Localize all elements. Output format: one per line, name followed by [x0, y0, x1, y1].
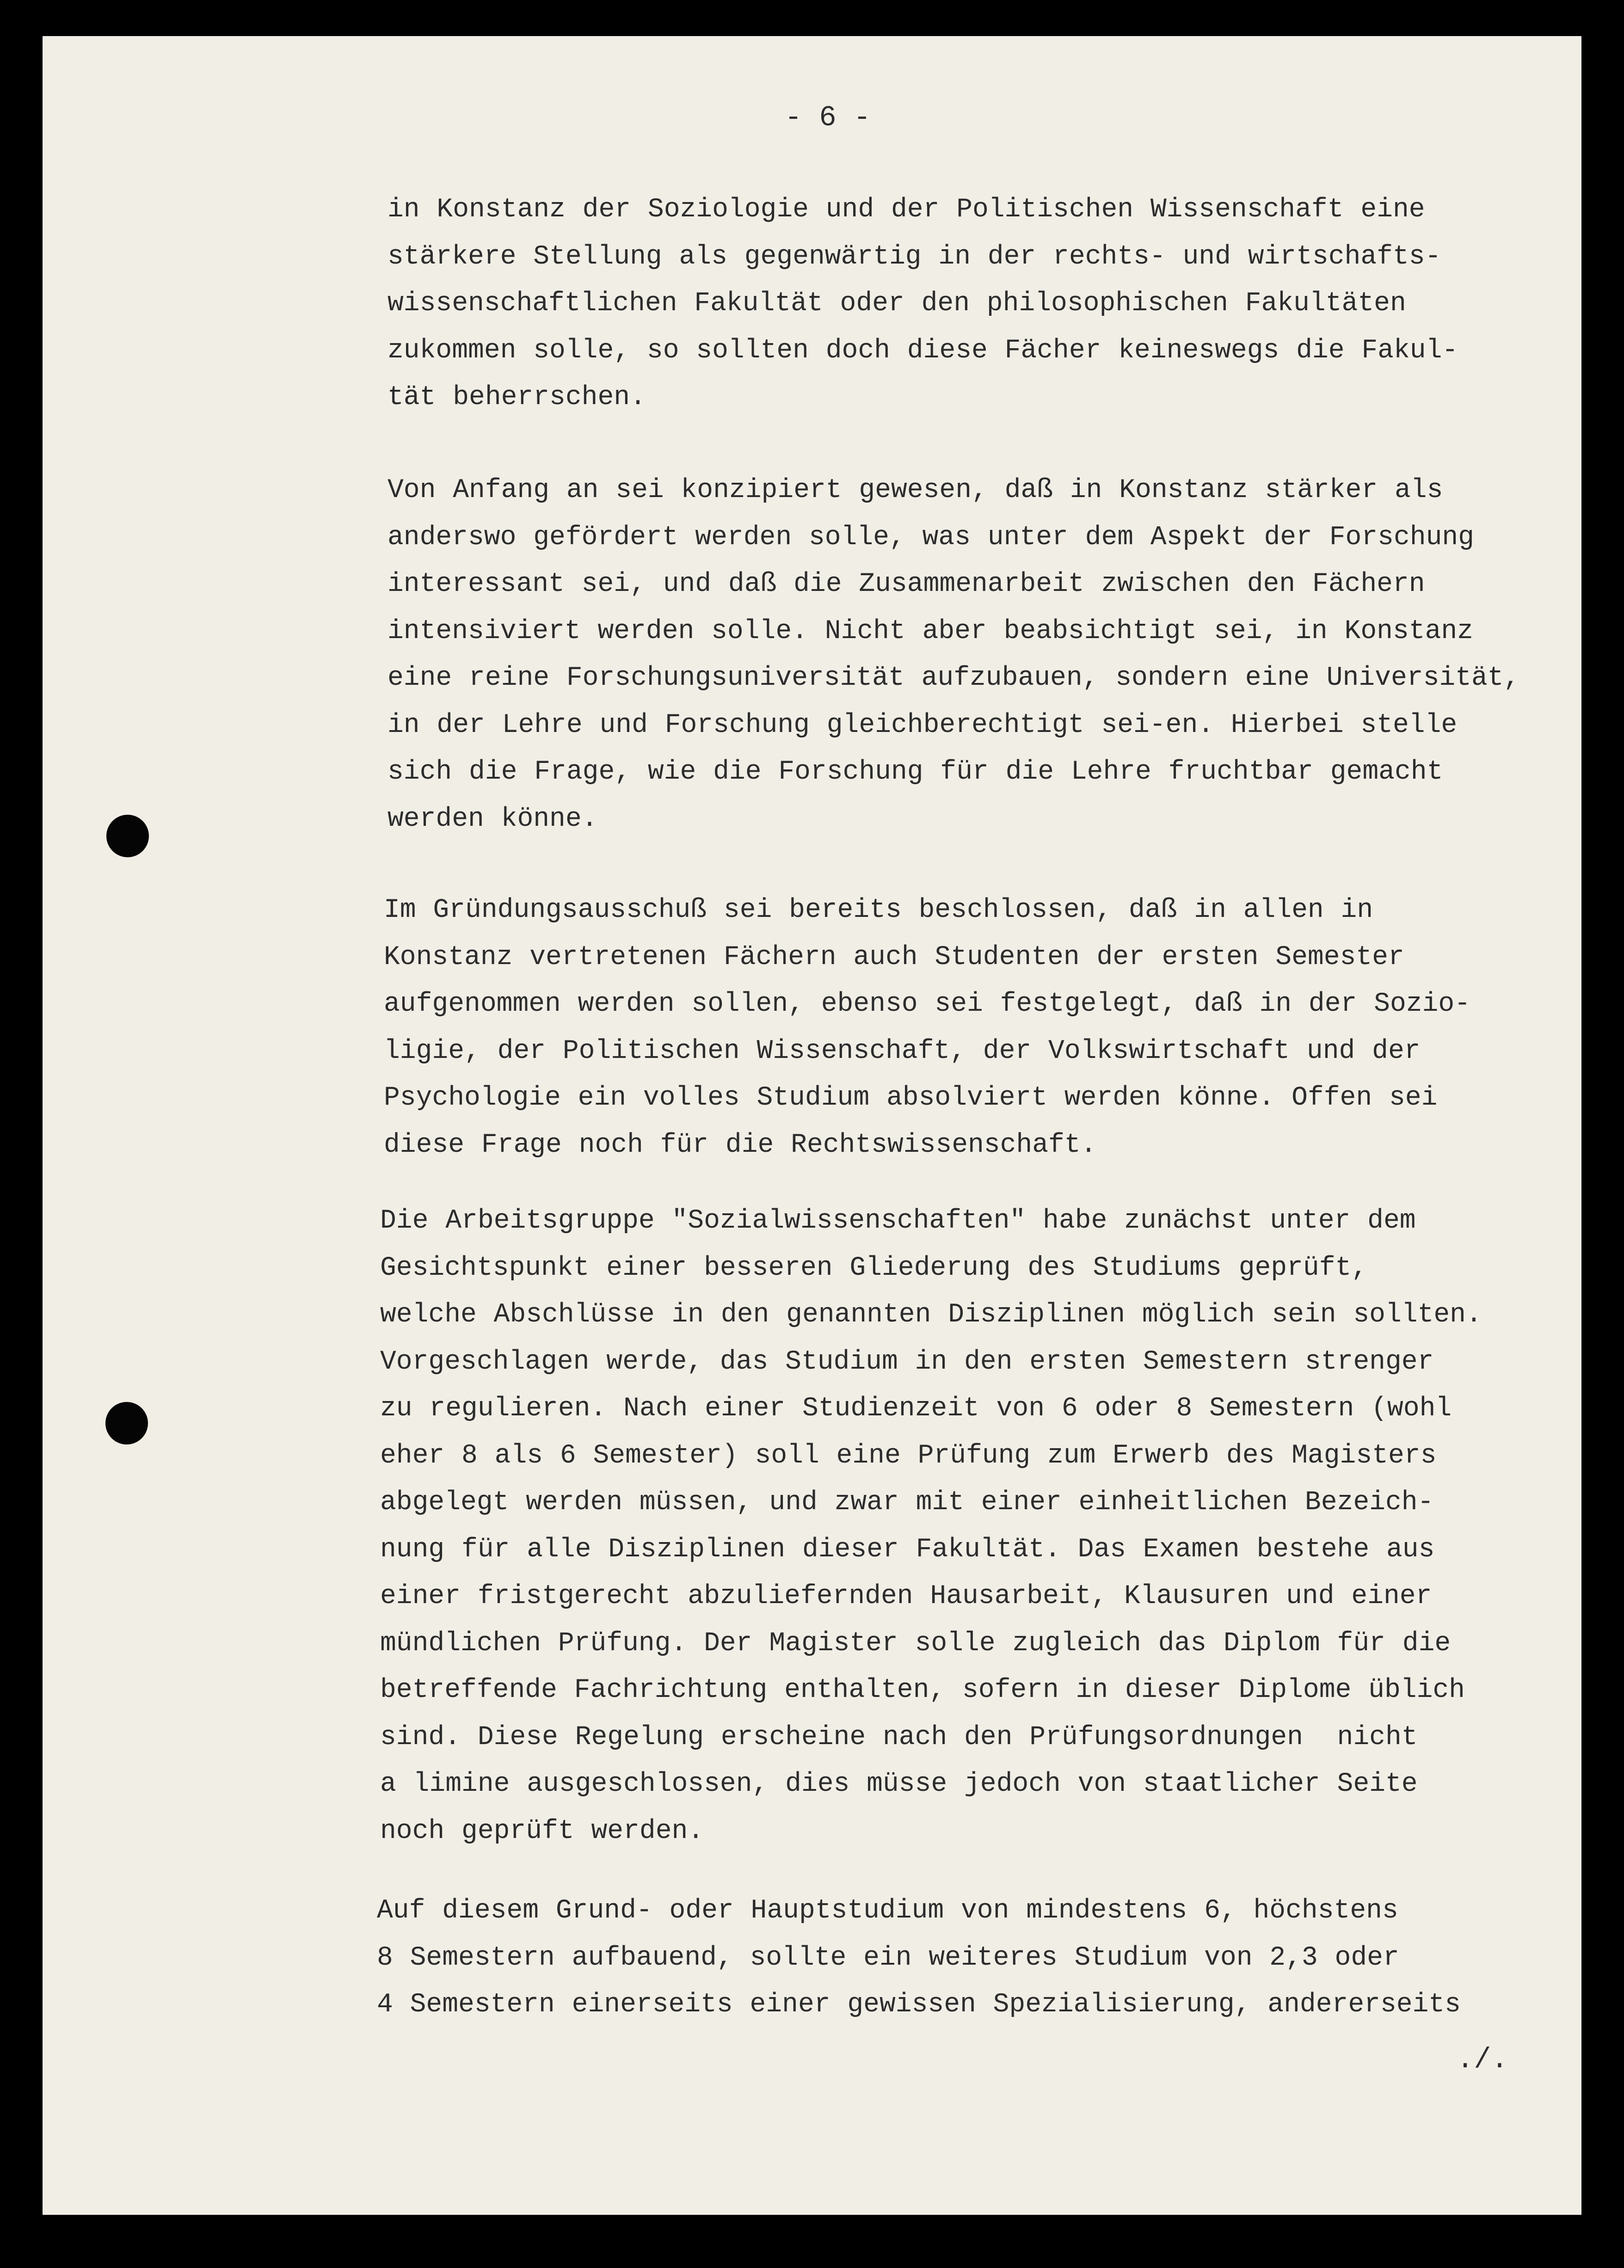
- paragraph-4: [380, 1198, 1482, 1855]
- text-line: a limine ausgeschlossen, dies müsse jedoch von staatlicher Seite: [380, 1769, 1418, 1799]
- punch-hole-top: [106, 815, 149, 857]
- text-line: tät beherrschen.: [388, 382, 646, 412]
- text-line: Vorgeschlagen werde, das Studium in den ersten Semestern strenger: [380, 1346, 1434, 1377]
- text-line: interessant sei, und daß die Zusammenarbeit zwischen den Fächern: [388, 569, 1425, 599]
- punch-hole-bottom: [105, 1402, 148, 1444]
- text-line: noch geprüft werden.: [380, 1816, 704, 1846]
- text-line: Gesichtspunkt einer besseren Gliederung des Studiums geprüft,: [380, 1253, 1368, 1283]
- text-line: aufgenommen werden sollen, ebenso sei festgelegt, daß in der Sozio-: [384, 989, 1470, 1019]
- text-line: ligie, der Politischen Wissenschaft, der Volkswirtschaft und der: [384, 1036, 1421, 1066]
- text-line: zu regulieren. Nach einer Studienzeit von 6 oder 8 Semestern (wohl: [380, 1394, 1452, 1424]
- paragraph-1: [388, 186, 1458, 421]
- text-line: abgelegt werden müssen, und zwar mit einer einheitlichen Bezeich-: [380, 1487, 1434, 1518]
- text-line: Von Anfang an sei konzipiert gewesen, daß in Konstanz stärker als: [388, 475, 1443, 505]
- text-line: sich die Frage, wie die Forschung für die Lehre fruchtbar gemacht: [388, 757, 1443, 787]
- text-line: zukommen solle, so sollten doch diese Fächer keineswegs die Fakul-: [388, 335, 1458, 366]
- page-number: - 6 -: [784, 101, 871, 134]
- text-line: in Konstanz der Soziologie und der Politischen Wissenschaft eine: [388, 195, 1425, 225]
- paragraph-2: [388, 467, 1519, 842]
- text-line: eine reine Forschungsuniversität aufzubauen, sondern eine Universität,: [388, 663, 1520, 693]
- text-line: Im Gründungsausschuß sei bereits beschlossen, daß in allen in: [384, 895, 1373, 925]
- continuation-mark: ./.: [1457, 2043, 1508, 2076]
- text-line: 8 Semestern aufbauend, sollte ein weiteres Studium von 2,3 oder: [377, 1942, 1399, 1973]
- text-line: 4 Semestern einerseits einer gewissen Spezialisierung, andererseits: [377, 1990, 1461, 2020]
- text-line: welche Abschlüsse in den genannten Disziplinen möglich sein sollten.: [380, 1300, 1482, 1330]
- text-line: einer fristgerecht abzuliefernden Hausarbeit, Klausuren und einer: [380, 1581, 1432, 1611]
- text-line: eher 8 als 6 Semester) soll eine Prüfung zum Erwerb des Magisters: [380, 1440, 1437, 1471]
- text-line: wissenschaftlichen Fakultät oder den philosophischen Fakultäten: [388, 289, 1406, 319]
- text-line: nung für alle Disziplinen dieser Fakultät. Das Examen bestehe aus: [380, 1534, 1435, 1565]
- text-line: Die Arbeitsgruppe "Sozialwissenschaften" habe zunächst unter dem: [380, 1206, 1416, 1236]
- text-line: mündlichen Prüfung. Der Magister solle zugleich das Diplom für die: [380, 1628, 1451, 1659]
- paragraph-3: [384, 887, 1470, 1168]
- text-line: Auf diesem Grund- oder Hauptstudium von mindestens 6, höchstens: [377, 1896, 1398, 1926]
- text-line: intensiviert werden solle. Nicht aber beabsichtigt sei, in Konstanz: [388, 616, 1473, 646]
- text-line: anderswo gefördert werden solle, was unter dem Aspekt der Forschung: [388, 522, 1474, 553]
- text-line: sind. Diese Regelung erscheine nach den Prüfungsordnungen nicht: [380, 1722, 1418, 1752]
- text-line: in der Lehre und Forschung gleichberechtigt sei-en. Hierbei stelle: [388, 710, 1458, 740]
- text-line: betreffende Fachrichtung enthalten, sofern in dieser Diplome üblich: [380, 1675, 1465, 1705]
- text-line: Konstanz vertretenen Fächern auch Studenten der ersten Semester: [384, 942, 1404, 972]
- text-line: diese Frage noch für die Rechtswissenschaft.: [384, 1130, 1097, 1160]
- text-line: Psychologie ein volles Studium absolviert werden könne. Offen sei: [384, 1083, 1438, 1113]
- paragraph-5: [377, 1887, 1461, 2028]
- text-line: stärkere Stellung als gegenwärtig in der rechts- und wirtschafts-: [388, 241, 1441, 272]
- text-line: werden könne.: [388, 804, 598, 834]
